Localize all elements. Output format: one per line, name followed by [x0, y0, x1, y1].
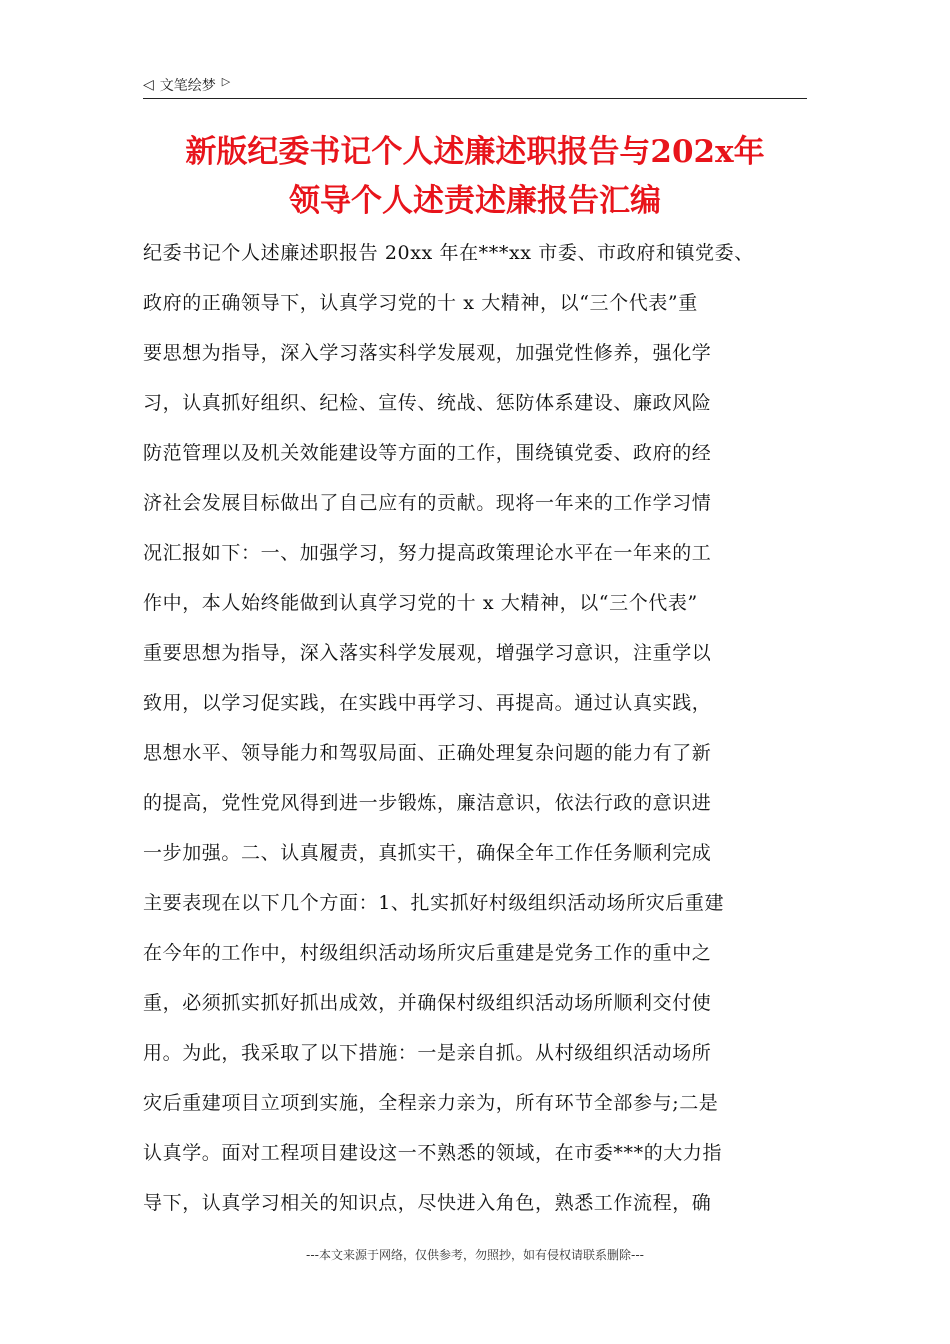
body-line: 况汇报如下：一、加强学习，努力提高政策理论水平在一年来的工 [143, 542, 712, 564]
body-line: 一步加强。二、认真履责，真抓实干，确保全年工作任务顺利完成 [143, 842, 712, 864]
header-brand: 文笔绘梦 [159, 78, 216, 94]
left-triangle-icon: ◁ [143, 77, 154, 93]
body-line: 纪委书记个人述廉述职报告 20xx 年在***xx 市委、市政府和镇党委、 [143, 242, 754, 264]
body-line: 的提高，党性党风得到进一步锻炼，廉洁意识，依法行政的意识进 [143, 792, 712, 814]
body-line: 认真学。面对工程项目建设这一不熟悉的领域，在市委***的大力指 [143, 1142, 723, 1164]
body-line: 思想水平、领导能力和驾驭局面、正确处理复杂问题的能力有了新 [143, 742, 712, 764]
document-body [143, 228, 807, 1228]
body-line: 习，认真抓好组织、纪检、宣传、统战、惩防体系建设、廉政风险 [143, 392, 712, 414]
title-line-2: 领导个人述责述廉报告汇编 [289, 183, 661, 219]
body-line: 重，必须抓实抓好抓出成效，并确保村级组织活动场所顺利交付使 [143, 992, 712, 1014]
right-triangle-icon: ▷ [221, 74, 231, 88]
page-header [143, 72, 807, 99]
body-line: 导下，认真学习相关的知识点，尽快进入角色，熟悉工作流程，确 [143, 1192, 712, 1214]
body-line: 防范管理以及机关效能建设等方面的工作，围绕镇党委、政府的经 [143, 442, 712, 464]
footer-disclaimer: ---本文来源于网络，仅供参考，勿照抄，如有侵权请联系删除--- [306, 1248, 644, 1262]
body-line: 灾后重建项目立项到实施，全程亲力亲为，所有环节全部参与;二是 [143, 1092, 719, 1114]
body-line: 主要表现在以下几个方面：1、扎实抓好村级组织活动场所灾后重建 [143, 892, 725, 914]
body-line: 用。为此，我采取了以下措施：一是亲自抓。从村级组织活动场所 [143, 1042, 712, 1064]
body-line: 要思想为指导，深入学习落实科学发展观，加强党性修养，强化学 [143, 342, 712, 364]
title-line-1: 新版纪委书记个人述廉述职报告与202x年 [185, 134, 765, 170]
body-line: 在今年的工作中，村级组织活动场所灾后重建是党务工作的重中之 [143, 942, 712, 964]
body-line: 政府的正确领导下，认真学习党的十 x 大精神，以“三个代表”重 [143, 292, 698, 314]
body-line: 致用，以学习促实践，在实践中再学习、再提高。通过认真实践， [143, 692, 712, 714]
body-line: 作中，本人始终能做到认真学习党的十 x 大精神，以“三个代表” [143, 592, 698, 614]
body-line: 济社会发展目标做出了自己应有的贡献。现将一年来的工作学习情 [143, 492, 712, 514]
body-line: 重要思想为指导，深入落实科学发展观，增强学习意识，注重学以 [143, 642, 712, 664]
document-title [143, 128, 807, 226]
